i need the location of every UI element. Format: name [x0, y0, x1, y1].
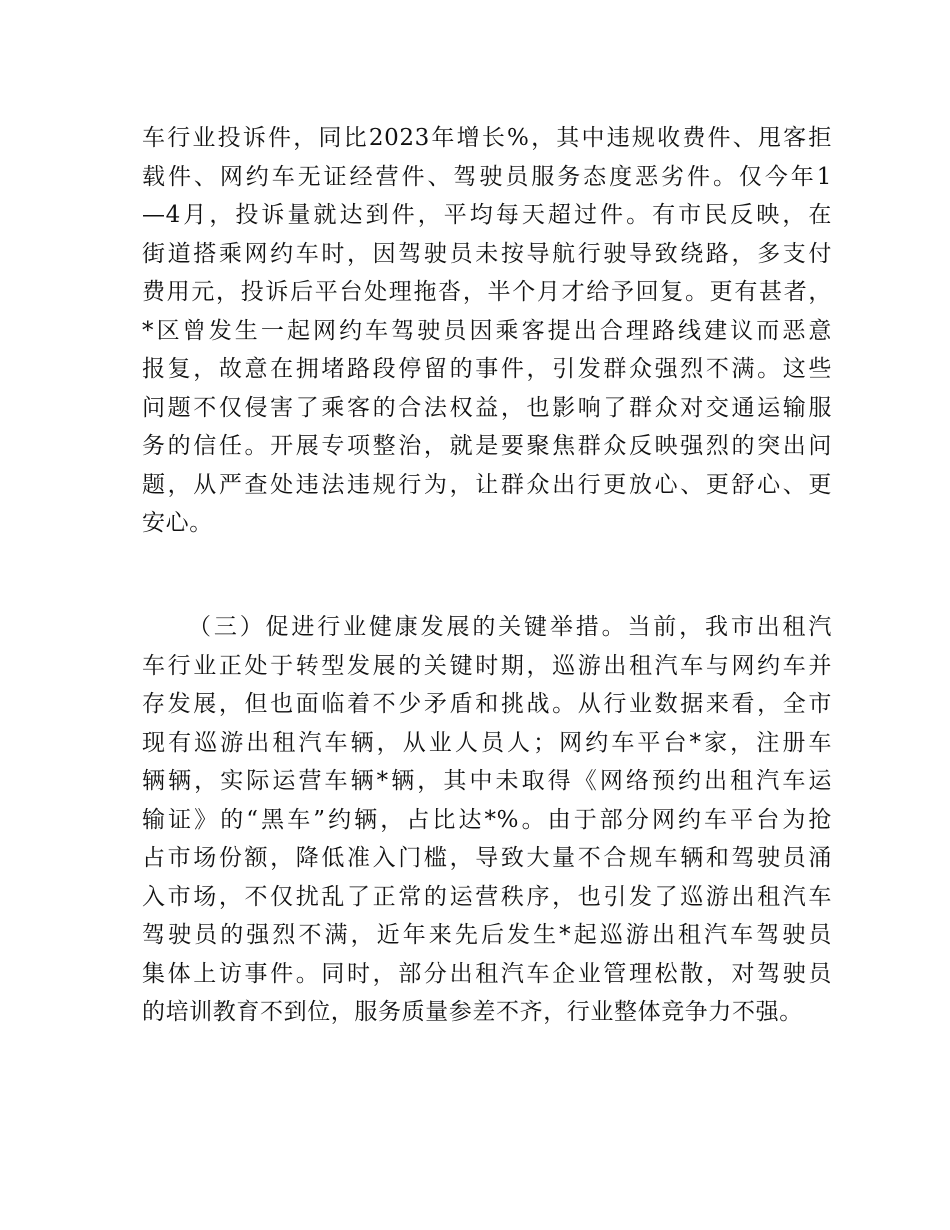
text-line: 务的信任。开展专项整治，就是要聚焦群众反映强烈的突出问	[142, 433, 832, 459]
text-line: 题，从严查处违法违规行为，让群众出行更放心、更舒心、更	[142, 471, 832, 498]
text-line: 车行业投诉件，同比2023年增长%，其中违规收费件、甩客拒	[142, 125, 832, 151]
text-line: 车行业正处于转型发展的关键时期，巡游出租汽车与网约车并	[142, 652, 832, 679]
body-paragraph-industry-development	[142, 608, 832, 1032]
text-line: 入市场，不仅扰乱了正常的运营秩序，也引发了巡游出租汽车	[142, 883, 832, 910]
text-line: 辆辆，实际运营车辆*辆，其中未取得《网络预约出租汽车运	[142, 768, 832, 794]
text-line: 载件、网约车无证经营件、驾驶员服务态度恶劣件。仅今年1	[142, 163, 832, 190]
text-line: 集体上访事件。同时，部分出租汽车企业管理松散，对驾驶员	[142, 960, 832, 987]
text-line: 存发展，但也面临着不少矛盾和挑战。从行业数据来看，全市	[142, 691, 832, 717]
text-line: 报复，故意在拥堵路段停留的事件，引发群众强烈不满。这些	[142, 356, 832, 382]
text-line: 占市场份额，降低准入门槛，导致大量不合规车辆和驾驶员涌	[142, 845, 832, 871]
text-line: *区曾发生一起网约车驾驶员因乘客提出合理路线建议而恶意	[142, 317, 832, 344]
text-line: —4月，投诉量就达到件，平均每天超过件。有市民反映，在	[142, 202, 832, 228]
text-line: 费用元，投诉后平台处理拖沓，半个月才给予回复。更有甚者，	[142, 279, 832, 305]
text-line: 输证》的“黑车”约辆，占比达*%。由于部分网约车平台为抢	[142, 806, 832, 833]
text-line: 街道搭乘网约车时，因驾驶员未按导航行驶导致绕路，多支付	[142, 240, 832, 267]
text-line: 问题不仅侵害了乘客的合法权益，也影响了群众对交通运输服	[142, 394, 832, 421]
text-line: 驾驶员的强烈不满，近年来先后发生*起巡游出租汽车驾驶员	[142, 922, 832, 948]
text-line: 的培训教育不到位，服务质量参差不齐，行业整体竞争力不强。	[142, 999, 803, 1025]
text-line: 安心。	[142, 510, 213, 536]
text-line: 现有巡游出租汽车辆，从业人员人；网约车平台*家，注册车	[142, 729, 832, 756]
section-heading-line: （三）促进行业健康发展的关键举措。当前，我市出租汽	[188, 614, 832, 640]
body-paragraph-complaints	[142, 119, 832, 543]
